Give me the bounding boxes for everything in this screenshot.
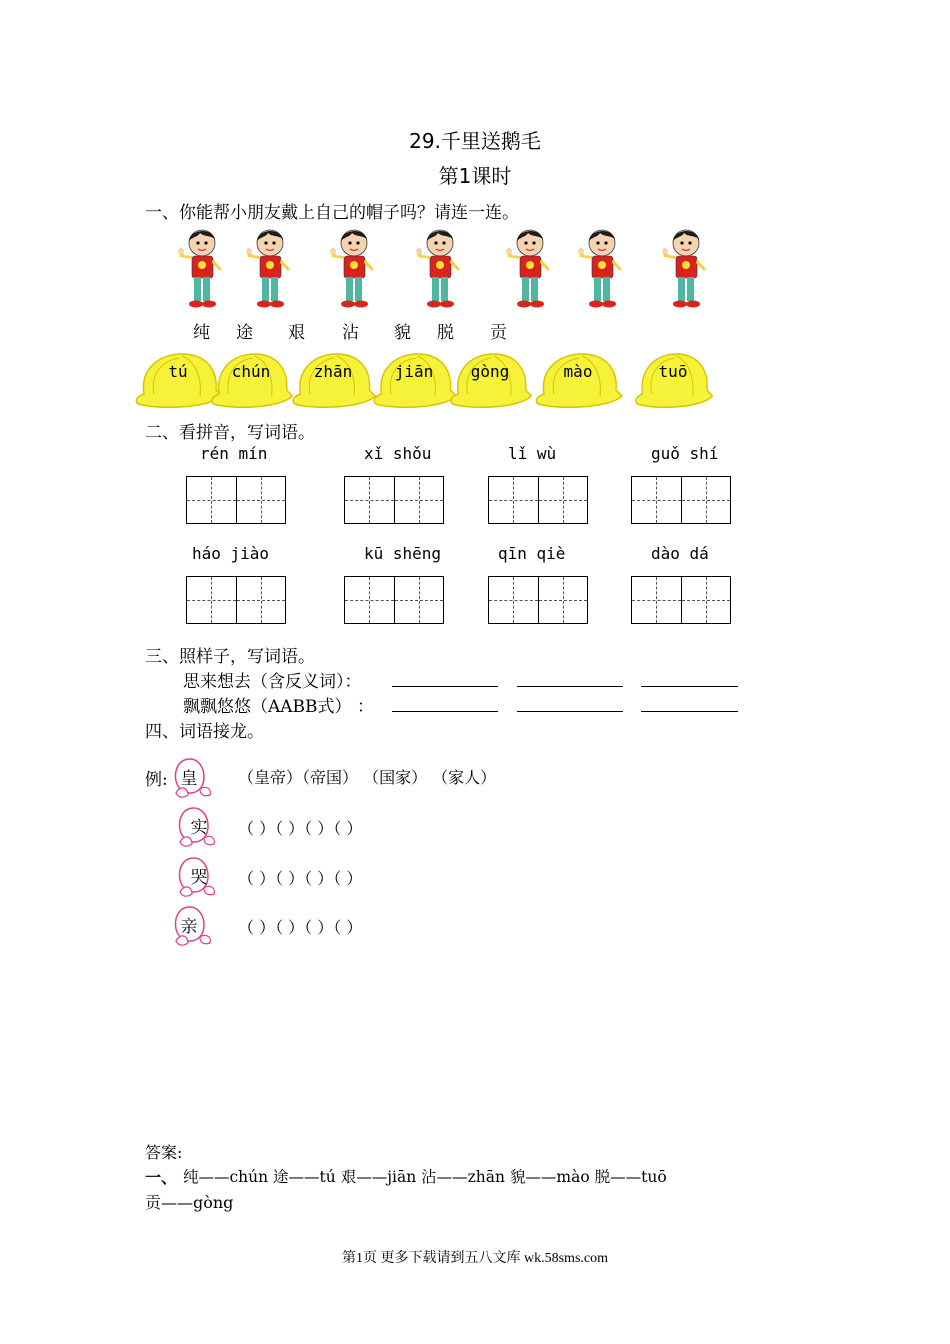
pinyin-label: qīn qiè	[498, 544, 566, 563]
page-title: 29.千里送鹅毛	[409, 129, 541, 153]
pinyin-label: lǐ wù	[508, 444, 557, 463]
writing-grid[interactable]	[186, 476, 286, 524]
pinyin-label: háo jiào	[192, 544, 270, 563]
cap-icon[interactable]	[445, 350, 537, 412]
section3-heading: 三、照样子，写词语。	[145, 647, 315, 667]
answers-line1: 纯——chún 途——tú 艰——jiān 沾——zhān 貌——mào 脱——tuō	[183, 1168, 667, 1186]
cap-pinyin: jiān	[394, 362, 434, 381]
cap-pinyin: tuō	[658, 362, 688, 381]
paren-blanks[interactable]: （ ）（ ）（ ）（ ）	[238, 918, 363, 937]
answer-blank[interactable]	[392, 668, 498, 687]
pinyin-label: kū shēng	[364, 544, 442, 563]
cartoon-kid	[322, 227, 382, 312]
example-label: 例:	[145, 770, 168, 790]
cap-pinyin: chún	[231, 362, 271, 381]
page-footer: 第1页 更多下载请到五八文库 wk.58sms.com	[342, 1251, 608, 1266]
answer-blank[interactable]	[641, 693, 738, 712]
cartoon-kid	[498, 227, 558, 312]
hanzi-item: 脱	[437, 323, 454, 343]
cap-pinyin: gòng	[470, 362, 510, 381]
cap-icon[interactable]	[530, 350, 622, 412]
peach-icon	[174, 804, 218, 850]
answers-prefix: 一、	[145, 1168, 178, 1187]
pinyin-label: dào dá	[651, 544, 709, 563]
answers-label: 答案:	[145, 1143, 183, 1162]
writing-grid[interactable]	[488, 576, 588, 624]
answer-blank[interactable]	[517, 668, 623, 687]
cap-icon[interactable]	[630, 350, 722, 412]
writing-grid[interactable]	[344, 576, 444, 624]
answer-blank[interactable]	[517, 693, 623, 712]
peach-icon	[170, 903, 214, 949]
paren-blanks[interactable]: （ ）（ ）（ ）（ ）	[238, 869, 363, 888]
pinyin-label: xǐ shǒu	[364, 444, 432, 463]
pattern-antonym-label: 思来想去（含反义词）：	[183, 672, 362, 692]
hanzi-item: 沾	[342, 323, 359, 343]
writing-grid[interactable]	[186, 576, 286, 624]
peach-icon	[170, 755, 214, 801]
answer-blank[interactable]	[641, 668, 738, 687]
hanzi-item: 艰	[288, 323, 305, 343]
peach-char: 亲	[180, 917, 198, 937]
paren-blanks[interactable]: （ ）（ ）（ ）（ ）	[238, 819, 363, 838]
writing-grid[interactable]	[631, 576, 731, 624]
peach-char: 哭	[190, 868, 208, 888]
pattern-aabb-label: 飘飘悠悠（AABB式） ：	[183, 697, 374, 717]
section2-heading: 二、看拼音，写词语。	[145, 423, 315, 443]
answers-line2: 贡——gòng	[145, 1193, 234, 1212]
cartoon-kid	[654, 227, 714, 312]
hanzi-item: 貌	[394, 323, 411, 343]
pinyin-label: guǒ shí	[651, 444, 719, 463]
cap-icon[interactable]	[206, 350, 298, 412]
cartoon-kid	[238, 227, 298, 312]
cap-pinyin: mào	[563, 362, 593, 381]
cap-pinyin: zhān	[313, 362, 353, 381]
lesson-subtitle: 第1课时	[438, 164, 512, 188]
writing-grid[interactable]	[488, 476, 588, 524]
cartoon-kid	[408, 227, 468, 312]
writing-grid[interactable]	[631, 476, 731, 524]
cap-pinyin: tú	[168, 362, 188, 381]
pinyin-label: rén mín	[200, 444, 268, 463]
peach-icon	[174, 854, 218, 900]
hanzi-item: 途	[236, 323, 253, 343]
writing-grid[interactable]	[344, 476, 444, 524]
section1-heading: 一、你能帮小朋友戴上自己的帽子吗？请连一连。	[145, 203, 519, 223]
hanzi-item: 纯	[193, 323, 210, 343]
section4-heading: 四、词语接龙。	[145, 722, 264, 742]
peach-char: 皇	[180, 769, 198, 789]
example-words: （皇帝）（帝国） （国家） （家人）	[238, 768, 497, 787]
peach-char: 实	[190, 818, 208, 838]
cartoon-kid	[570, 227, 630, 312]
hanzi-item: 贡	[490, 323, 507, 343]
cartoon-kid	[170, 227, 230, 312]
cap-icon[interactable]	[287, 350, 379, 412]
answer-blank[interactable]	[392, 693, 498, 712]
